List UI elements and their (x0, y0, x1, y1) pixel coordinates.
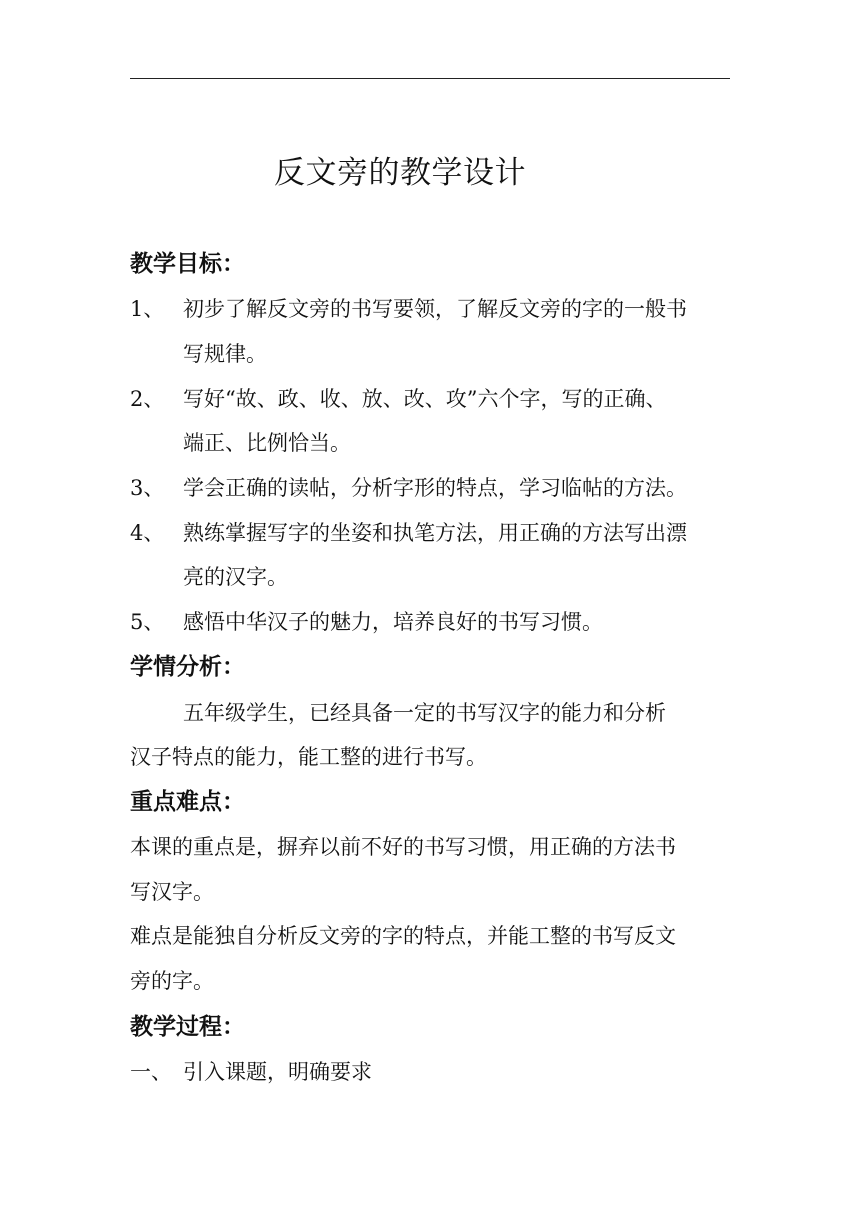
document-title: 反文旁的教学设计 (274, 155, 526, 191)
analysis-text-line1: 五年级学生，已经具备一定的书写汉字的能力和分析 (183, 701, 666, 725)
heading-teaching-goals: 教学目标： (130, 251, 245, 277)
goal-3-number: 3、 (130, 476, 165, 500)
keypoint-text-line2: 写汉字。 (130, 880, 214, 904)
goal-4-number: 4、 (130, 521, 165, 545)
heading-key-difficulties: 重点难点： (130, 789, 245, 815)
goal-4-text: 熟练掌握写字的坐姿和执笔方法，用正确的方法写出漂 (183, 521, 687, 545)
goal-5-number: 5、 (130, 610, 165, 634)
goal-5-text: 感悟中华汉子的魅力，培养良好的书写习惯。 (183, 610, 603, 634)
goal-2-number: 2、 (130, 387, 165, 411)
heading-teaching-process: 教学过程： (130, 1014, 245, 1040)
goal-3-text: 学会正确的读帖，分析字形的特点，学习临帖的方法。 (183, 476, 687, 500)
header-rule (130, 78, 730, 79)
keypoint-text-line1: 本课的重点是，摒弃以前不好的书写习惯，用正确的方法书 (130, 835, 676, 859)
goal-4-text-cont: 亮的汉字。 (183, 565, 288, 589)
process-step-1-number: 一、 (130, 1060, 172, 1084)
goal-2-text: 写好“故、政、收、放、改、攻”六个字，写的正确、 (183, 387, 667, 411)
heading-learning-analysis: 学情分析： (130, 654, 245, 680)
analysis-text-line2: 汉子特点的能力，能工整的进行书写。 (130, 745, 487, 769)
difficulty-text-line1: 难点是能独自分析反文旁的字的特点，并能工整的书写反文 (130, 924, 676, 948)
goal-1-text-cont: 写规律。 (183, 342, 267, 366)
goal-1-number: 1、 (130, 297, 165, 321)
process-step-1-text: 引入课题，明确要求 (183, 1060, 372, 1084)
goal-1-text: 初步了解反文旁的书写要领，了解反文旁的字的一般书 (183, 297, 687, 321)
goal-2-text-cont: 端正、比例恰当。 (183, 431, 351, 455)
difficulty-text-line2: 旁的字。 (130, 969, 214, 993)
